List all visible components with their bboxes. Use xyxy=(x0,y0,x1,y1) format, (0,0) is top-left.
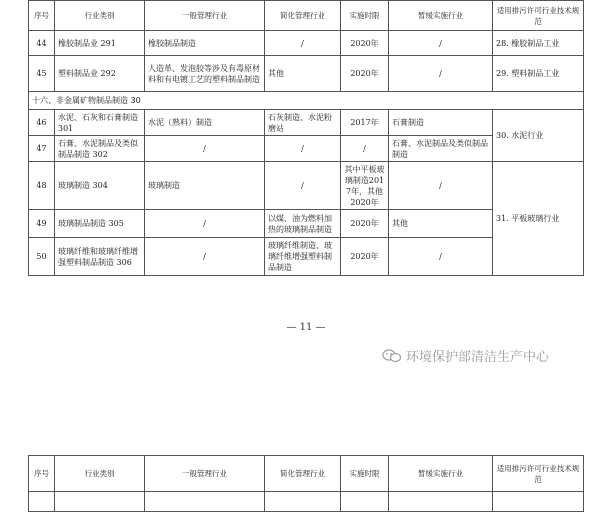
row-spec: 28. 橡胶制品工业 xyxy=(493,31,584,56)
row-deferred: / xyxy=(389,238,493,276)
header-simplified: 简化管理行业 xyxy=(265,1,341,31)
table-row xyxy=(29,162,584,210)
row-no: 48 xyxy=(29,162,55,210)
row-simplified: 石灰制造、水泥粉磨站 xyxy=(265,110,341,136)
row-category: 玻璃制品制造 305 xyxy=(55,210,145,238)
row-simplified: 其他 xyxy=(265,56,341,92)
row-deadline: 2017年 xyxy=(341,110,389,136)
header-deferred: 暂缓实施行业 xyxy=(389,456,493,492)
header-category: 行业类别 xyxy=(55,1,145,31)
table-row xyxy=(29,110,584,136)
row-general: / xyxy=(145,210,265,238)
header-category: 行业类别 xyxy=(55,456,145,492)
row-deadline: 其中平板玻璃制造2017年，其他2020年 xyxy=(341,162,389,210)
document-page-bottom xyxy=(0,401,612,500)
row-deferred: / xyxy=(389,162,493,210)
permit-table xyxy=(28,0,584,276)
wechat-icon xyxy=(382,349,402,363)
row-simplified: / xyxy=(265,162,341,210)
header-deadline: 实施时限 xyxy=(341,456,389,492)
row-no: 49 xyxy=(29,210,55,238)
header-no: 序号 xyxy=(29,456,55,492)
row-general: / xyxy=(145,238,265,276)
watermark xyxy=(382,346,549,365)
page-gap xyxy=(0,393,612,401)
row-spec: 31. 平板玻璃行业 xyxy=(493,162,584,276)
row-general: 人造革、发泡胶等涉及有毒原材料和有电镀工艺的塑料制品制造 xyxy=(145,56,265,92)
row-category: 石膏、水泥制品及类似制品制造 302 xyxy=(55,136,145,162)
section-row xyxy=(29,92,584,110)
row-spec: 30. 水泥行业 xyxy=(493,110,584,162)
row-category: 水泥、石灰和石膏制造 301 xyxy=(55,110,145,136)
table-row xyxy=(29,492,584,512)
row-deferred: 石膏、水泥制品及类似制品制造 xyxy=(389,136,493,162)
header-simplified: 简化管理行业 xyxy=(265,456,341,492)
row-deadline: / xyxy=(341,136,389,162)
row-deferred: 其他 xyxy=(389,210,493,238)
row-category: 玻璃制造 304 xyxy=(55,162,145,210)
row-no: 45 xyxy=(29,56,55,92)
watermark-text: 环境保护部清洁生产中心 xyxy=(406,350,550,365)
header-deferred: 暂缓实施行业 xyxy=(389,1,493,31)
row-no: 50 xyxy=(29,238,55,276)
row-category: 塑料制品业 292 xyxy=(55,56,145,92)
row-deferred: / xyxy=(389,31,493,56)
row-category: 玻璃纤维和玻璃纤维增强塑料制品制造 306 xyxy=(55,238,145,276)
row-simplified: / xyxy=(265,31,341,56)
header-spec: 适用排污许可行业技术规范 xyxy=(493,1,584,31)
row-category: 橡胶制品业 291 xyxy=(55,31,145,56)
header-general: 一般管理行业 xyxy=(145,456,265,492)
row-no: 47 xyxy=(29,136,55,162)
row-general: 水泥（熟料）制造 xyxy=(145,110,265,136)
table-row xyxy=(29,56,584,92)
header-deadline: 实施时限 xyxy=(341,1,389,31)
row-deadline: 2020年 xyxy=(341,210,389,238)
table-header-row xyxy=(29,1,584,31)
row-simplified: 以煤、油为燃料加热的玻璃制品制造 xyxy=(265,210,341,238)
row-deadline: 2020年 xyxy=(341,238,389,276)
row-spec: 29. 塑料制品工业 xyxy=(493,56,584,92)
row-deadline: 2020年 xyxy=(341,31,389,56)
section-title: 十六、非金属矿物制品制造 30 xyxy=(29,92,584,110)
row-simplified: 玻璃纤维制造、玻璃纤维增强塑料制品制造 xyxy=(265,238,341,276)
header-spec: 适用排污许可行业技术规范 xyxy=(493,456,584,492)
page-number: — 11 — xyxy=(286,322,326,333)
row-deferred: 石膏制造 xyxy=(389,110,493,136)
row-general: 玻璃制造 xyxy=(145,162,265,210)
row-deferred: / xyxy=(389,56,493,92)
row-simplified: / xyxy=(265,136,341,162)
row-general: 橡胶制品制造 xyxy=(145,31,265,56)
header-general: 一般管理行业 xyxy=(145,1,265,31)
table-header-row xyxy=(29,456,584,492)
row-no: 44 xyxy=(29,31,55,56)
row-general: / xyxy=(145,136,265,162)
row-no: 46 xyxy=(29,110,55,136)
table-row xyxy=(29,31,584,56)
header-no: 序号 xyxy=(29,1,55,31)
permit-table-continued xyxy=(28,455,584,512)
row-deadline: 2020年 xyxy=(341,56,389,92)
